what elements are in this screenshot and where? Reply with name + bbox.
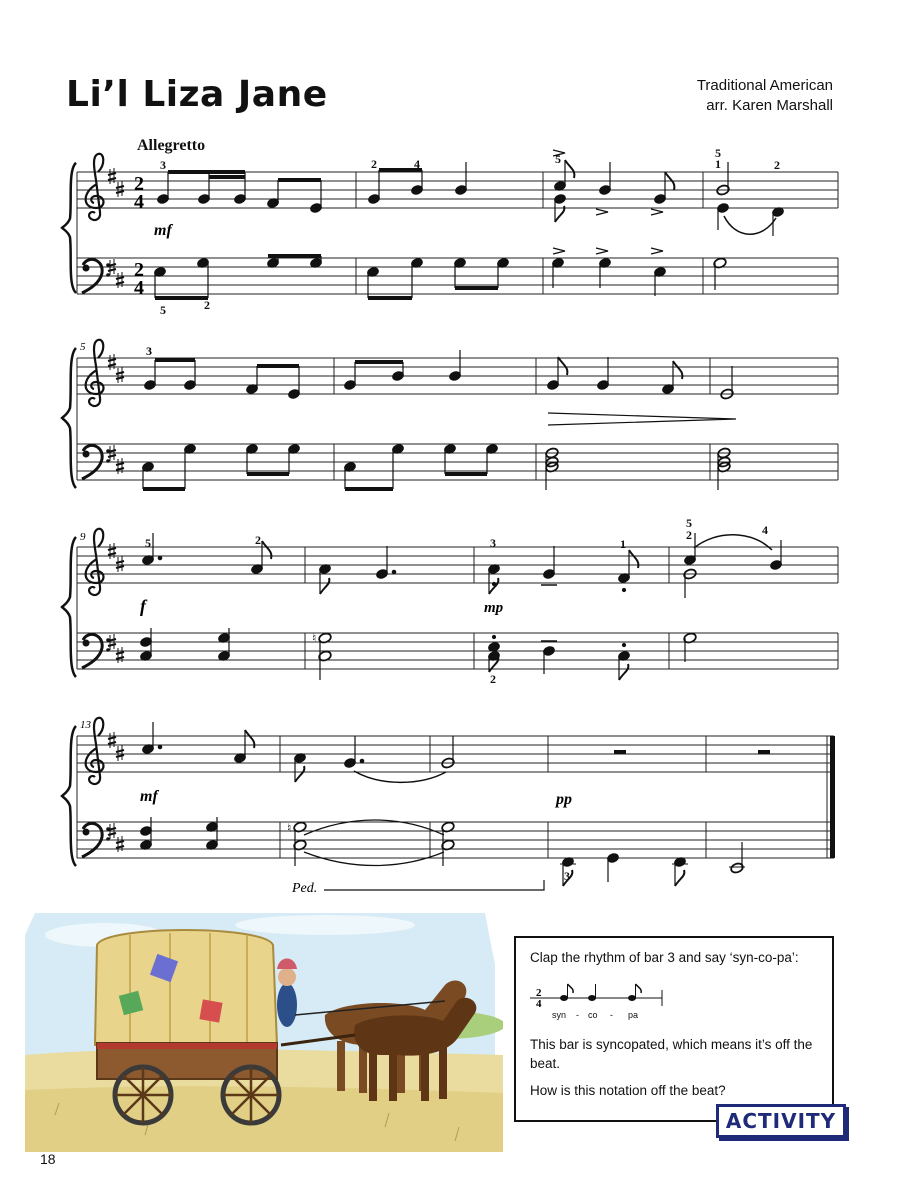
rhythm-time-bottom: 4 <box>536 998 542 1010</box>
system-4 <box>62 718 835 896</box>
svg-text:♮: ♮ <box>312 631 317 645</box>
activity-question: How is this notation off the beat? <box>530 1083 726 1098</box>
svg-text:4: 4 <box>762 523 768 537</box>
svg-text:5: 5 <box>160 303 166 317</box>
activity-badge: ACTIVITY <box>716 1104 846 1138</box>
svg-text:4: 4 <box>134 277 144 299</box>
page-number: 18 <box>40 1151 56 1167</box>
syllable-co: co <box>588 1010 598 1020</box>
credit-origin: Traditional American <box>696 77 833 94</box>
svg-text:3: 3 <box>146 344 152 358</box>
svg-text:2: 2 <box>371 157 377 171</box>
svg-text:2: 2 <box>255 533 261 547</box>
system-2 <box>62 340 838 490</box>
svg-text:4: 4 <box>134 191 144 213</box>
syllable-pa: pa <box>628 1010 639 1020</box>
activity-instruction: Clap the rhythm of bar 3 and say ‘syn-co-pa’: <box>530 950 799 965</box>
svg-text:3: 3 <box>490 536 496 550</box>
rhythm-time-top: 2 <box>536 987 542 999</box>
dynamic-f: f <box>140 596 146 616</box>
dynamic-mf-2: mf <box>140 788 158 805</box>
dynamic-mp: mp <box>484 600 504 616</box>
rhythm-example <box>530 982 680 1024</box>
svg-text:5: 5 <box>715 146 721 160</box>
rhythm-note-3 <box>628 995 636 1001</box>
system-1 <box>62 146 838 317</box>
dynamic-mf: mf <box>154 222 172 239</box>
svg-text:2: 2 <box>134 173 144 195</box>
svg-text:2: 2 <box>490 672 496 686</box>
svg-text:2: 2 <box>204 298 210 312</box>
syllable-syn: syn <box>552 1010 567 1020</box>
svg-text:2: 2 <box>774 158 780 172</box>
svg-text:3: 3 <box>160 158 166 172</box>
syllable-sep-2: - <box>610 1010 613 1020</box>
svg-text:1: 1 <box>715 157 721 171</box>
svg-text:4: 4 <box>414 157 420 171</box>
song-title: Li’l Liza Jane <box>66 74 328 115</box>
svg-text:1: 1 <box>620 537 626 551</box>
svg-text:3: 3 <box>564 869 570 883</box>
activity-panel <box>514 936 834 1122</box>
activity-explanation: This bar is syncopated, which means it’s off the beat. <box>530 1037 813 1071</box>
dynamic-pp: pp <box>556 791 572 808</box>
svg-text:2: 2 <box>686 528 692 542</box>
tempo-marking: Allegretto <box>137 137 206 154</box>
system-3 <box>62 516 838 686</box>
svg-text:♮: ♮ <box>287 821 292 835</box>
svg-text:5: 5 <box>555 152 561 166</box>
svg-text:5: 5 <box>145 536 151 550</box>
credit-arranger: arr. Karen Marshall <box>706 97 833 114</box>
svg-text:5: 5 <box>686 516 692 530</box>
pedal-marking: Ped. <box>292 881 318 896</box>
bar-number-13: 13 <box>80 719 91 731</box>
syllable-sep-1: - <box>576 1010 579 1020</box>
bar-number-9: 9 <box>80 531 86 543</box>
covered-wagon-illustration <box>25 905 503 1152</box>
bar-number-5: 5 <box>80 341 86 353</box>
rhythm-note-2 <box>588 995 596 1001</box>
svg-text:2: 2 <box>134 259 144 281</box>
rhythm-note-1 <box>560 995 568 1001</box>
